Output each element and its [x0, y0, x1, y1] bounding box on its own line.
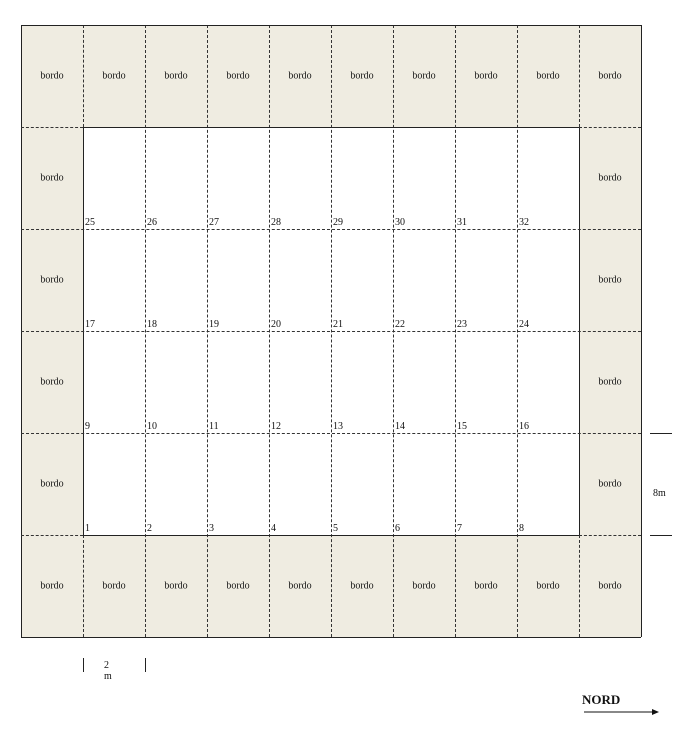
- plot-number: 9: [85, 421, 90, 432]
- plot-cell: [393, 433, 455, 535]
- border-cell: [579, 127, 641, 229]
- plot-cell: [455, 433, 517, 535]
- border-cell: [579, 25, 641, 127]
- border-label: bordo: [226, 70, 250, 82]
- plot-number: 22: [395, 319, 405, 330]
- plot-number: 30: [395, 217, 405, 228]
- plot-number: 17: [85, 319, 95, 330]
- plot-cell: [207, 229, 269, 331]
- border-label: bordo: [164, 70, 188, 82]
- plot-number: 6: [395, 523, 400, 534]
- border-cell: [269, 535, 331, 637]
- border-cell: [393, 25, 455, 127]
- border-label: bordo: [598, 172, 622, 184]
- border-label: bordo: [288, 70, 312, 82]
- grid-line-solid: [21, 637, 641, 638]
- grid-line-dashed: [579, 127, 641, 128]
- plot-number: 16: [519, 421, 529, 432]
- border-label: bordo: [40, 376, 64, 388]
- border-label: bordo: [288, 580, 312, 592]
- plot-cell: [393, 127, 455, 229]
- border-cell: [207, 25, 269, 127]
- border-label: bordo: [164, 580, 188, 592]
- plot-number: 29: [333, 217, 343, 228]
- plot-cell: [83, 127, 145, 229]
- plot-cell: [517, 331, 579, 433]
- plot-number: 12: [271, 421, 281, 432]
- border-label: bordo: [40, 274, 64, 286]
- grid-line-solid: [83, 127, 579, 128]
- border-cell: [21, 331, 83, 433]
- plot-cell: [455, 127, 517, 229]
- border-label: bordo: [412, 580, 436, 592]
- plot-number: 3: [209, 523, 214, 534]
- height-scale-label: 8m: [653, 488, 666, 499]
- plot-cell: [207, 331, 269, 433]
- grid-line-dashed: [21, 331, 641, 332]
- plot-cell: [83, 229, 145, 331]
- plot-cell: [455, 331, 517, 433]
- border-cell: [21, 229, 83, 331]
- arrow-right-icon: [584, 706, 660, 718]
- border-label: bordo: [598, 70, 622, 82]
- border-cell: [455, 535, 517, 637]
- plot-number: 21: [333, 319, 343, 330]
- plot-cell: [207, 433, 269, 535]
- plot-cell: [331, 433, 393, 535]
- grid-line-dashed: [83, 25, 84, 127]
- plot-cell: [269, 127, 331, 229]
- plot-cell: [145, 331, 207, 433]
- plot-number: 14: [395, 421, 405, 432]
- plot-number: 1: [85, 523, 90, 534]
- plot-cell: [145, 127, 207, 229]
- border-label: bordo: [40, 478, 64, 490]
- plot-cell: [83, 433, 145, 535]
- border-cell: [579, 433, 641, 535]
- height-scale-bottom-tick: [650, 535, 672, 536]
- plot-cell: [517, 127, 579, 229]
- plot-cell: [145, 229, 207, 331]
- plot-number: 20: [271, 319, 281, 330]
- plot-number: 23: [457, 319, 467, 330]
- plot-cell: [331, 331, 393, 433]
- plot-number: 25: [85, 217, 95, 228]
- plot-cell: [331, 229, 393, 331]
- border-label: bordo: [598, 274, 622, 286]
- border-cell: [207, 535, 269, 637]
- plot-number: 10: [147, 421, 157, 432]
- border-label: bordo: [598, 478, 622, 490]
- border-cell: [331, 25, 393, 127]
- border-label: bordo: [474, 70, 498, 82]
- border-cell: [21, 127, 83, 229]
- border-label: bordo: [474, 580, 498, 592]
- border-cell: [145, 535, 207, 637]
- border-label: bordo: [350, 580, 374, 592]
- border-cell: [579, 535, 641, 637]
- plot-number: 31: [457, 217, 467, 228]
- plot-number: 24: [519, 319, 529, 330]
- plot-number: 28: [271, 217, 281, 228]
- border-cell: [455, 25, 517, 127]
- border-label: bordo: [598, 376, 622, 388]
- plot-cell: [393, 229, 455, 331]
- plot-number: 4: [271, 523, 276, 534]
- border-cell: [145, 25, 207, 127]
- border-cell: [579, 229, 641, 331]
- border-label: bordo: [350, 70, 374, 82]
- border-cell: [83, 535, 145, 637]
- plot-cell: [393, 331, 455, 433]
- grid-line-solid: [21, 25, 641, 26]
- plot-cell: [269, 331, 331, 433]
- grid-line-solid: [641, 25, 642, 637]
- width-scale-left-tick: [83, 658, 84, 672]
- plot-number: 11: [209, 421, 219, 432]
- plot-cell: [83, 331, 145, 433]
- plot-cell: [145, 433, 207, 535]
- plot-number: 7: [457, 523, 462, 534]
- grid-line-dashed: [21, 433, 641, 434]
- border-cell: [331, 535, 393, 637]
- plot-number: 15: [457, 421, 467, 432]
- plot-cell: [517, 433, 579, 535]
- plot-cell: [455, 229, 517, 331]
- border-label: bordo: [40, 172, 64, 184]
- border-cell: [21, 433, 83, 535]
- border-label: bordo: [598, 580, 622, 592]
- grid-line-dashed: [21, 127, 83, 128]
- border-label: bordo: [412, 70, 436, 82]
- grid-line-solid: [83, 535, 579, 536]
- plot-number: 19: [209, 319, 219, 330]
- border-label: bordo: [40, 70, 64, 82]
- border-label: bordo: [536, 70, 560, 82]
- grid-line-dashed: [579, 25, 580, 127]
- plot-number: 26: [147, 217, 157, 228]
- plot-cell: [269, 229, 331, 331]
- grid-line-dashed: [579, 535, 580, 637]
- grid-line-dashed: [579, 535, 641, 536]
- plot-number: 27: [209, 217, 219, 228]
- border-label: bordo: [40, 580, 64, 592]
- border-cell: [393, 535, 455, 637]
- width-scale-label: 2 m: [104, 660, 112, 682]
- plot-number: 32: [519, 217, 529, 228]
- plot-cell: [207, 127, 269, 229]
- grid-line-dashed: [83, 535, 84, 637]
- border-label: bordo: [102, 70, 126, 82]
- border-cell: [83, 25, 145, 127]
- plot-number: 13: [333, 421, 343, 432]
- border-label: bordo: [536, 580, 560, 592]
- border-label: bordo: [102, 580, 126, 592]
- plot-cell: [331, 127, 393, 229]
- north-label: NORD: [582, 692, 621, 707]
- plot-number: 2: [147, 523, 152, 534]
- plot-cell: [269, 433, 331, 535]
- plot-number: 18: [147, 319, 157, 330]
- border-cell: [21, 25, 83, 127]
- border-cell: [269, 25, 331, 127]
- border-cell: [517, 25, 579, 127]
- border-cell: [579, 331, 641, 433]
- width-scale-right-tick: [145, 658, 146, 672]
- plot-number: 5: [333, 523, 338, 534]
- grid-line-dashed: [21, 535, 83, 536]
- border-cell: [21, 535, 83, 637]
- border-label: bordo: [226, 580, 250, 592]
- plot-cell: [517, 229, 579, 331]
- grid-line-dashed: [21, 229, 641, 230]
- border-cell: [517, 535, 579, 637]
- height-scale-top-tick: [650, 433, 672, 434]
- plot-number: 8: [519, 523, 524, 534]
